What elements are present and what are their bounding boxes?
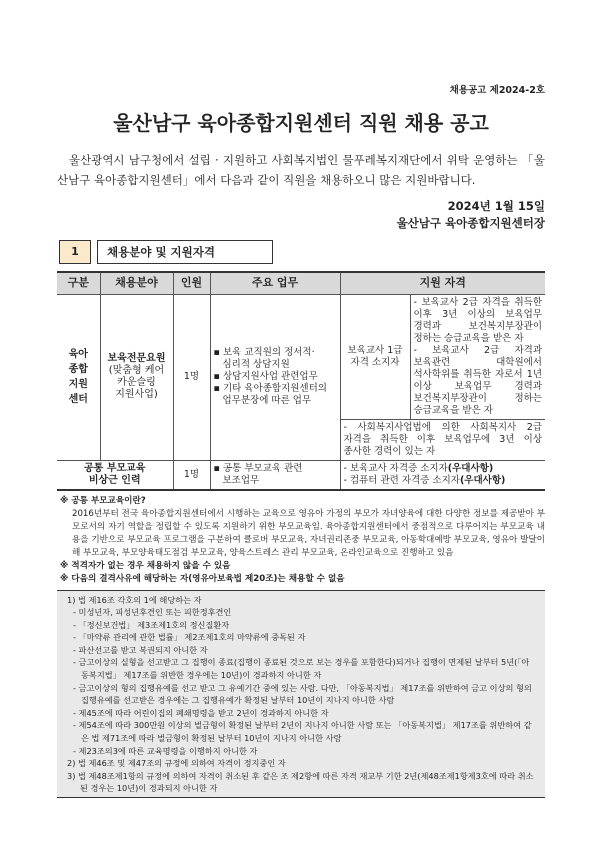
disqual-sub-item: - 제54조에 따라 300만원 이상의 벌금형이 확정된 날부터 2년이 지나지 아니한 사람 또는 「아동복지법」 제17조를 위반하여 같은 법 제71조에 따라 벌금형이 확정된 날부터 10년이 지나지 아니한 사람 bbox=[73, 720, 532, 744]
note: ※ 적격자가 없는 경우 채용하지 않을 수 있음 bbox=[60, 560, 231, 571]
disqual-sub-item: - 제23조의3에 따른 교육명령을 이행하지 아니한 자 bbox=[73, 745, 258, 756]
intro-paragraph: 울산광역시 남구청에서 설립 · 지원하고 사회복지법인 물푸레복지재단에서 위탁 운영하는 「울산남구 육아종합지원센터」에서 다음과 같이 직원을 채용하오니 많은 지원바랍니다. bbox=[57, 153, 545, 187]
qual-label-cell: 보육교사 1급 자격 소지자 bbox=[340, 294, 410, 419]
notice-date: 2024년 1월 15일 bbox=[447, 199, 545, 213]
note-body: 2016년부터 전국 육아종합지원센터에서 시행하는 교육으로 영유아 가정의 부모가 자녀양육에 대한 다양한 정보를 제공받아 부모로서의 자기 역할을 정립할 수 있도록 지원하기 위한 부모교육임. 육아종합지원센터에서 중점적으로 다루어지는 부모교육 내용을 기반으로 부모교육 프로그램을 구분하여 클로버 부모교육, 자녀권리존중 부모교육, 아동학대예방 부모교육, 영유아 발달이해 부모교육, 부모양육태도점검 부모교육, 양육스트레스 관리 부모교육, 온라인교육으로 진행하고 있음 bbox=[72, 508, 545, 558]
table-row bbox=[57, 294, 545, 419]
note-title: ※ 공통 부모교육이란? bbox=[60, 495, 146, 506]
count-cell: 1명 bbox=[173, 460, 210, 490]
disqual-sub-item: - 「마약류 관리에 관한 법률」 제2조제1호의 마약류에 중독된 자 bbox=[73, 632, 306, 643]
field-cell: 공통 부모교육 비상근 인력 bbox=[57, 460, 173, 490]
duties-cell bbox=[210, 460, 340, 490]
header-category: 구분 bbox=[57, 272, 100, 294]
note: ※ 다음의 결격사유에 해당하는 자(영유아보육법 제20조)는 채용할 수 없음 bbox=[60, 573, 345, 584]
header-duties: 주요 업무 bbox=[210, 272, 340, 294]
page-title: 울산남구 육아종합지원센터 직원 채용 공고 bbox=[113, 111, 489, 135]
qual-item: - 보육교사 2급 자격을 취득한 이후 3년 이상의 보육업무 경력과 보건복지부장관이 정하는 승급교육을 받은 자 bbox=[413, 296, 542, 344]
table-header-row bbox=[57, 272, 545, 294]
table-row bbox=[57, 460, 545, 490]
disqualification-box bbox=[57, 590, 545, 799]
field-name: 보육전문요원 bbox=[107, 353, 166, 364]
notes bbox=[57, 495, 545, 586]
disqual-sub-item: - 금고이상의 형의 집행유예를 선고 받고 그 유예기간 중에 있는 사람. 다만, 「아동복지법」 제17조를 위반하여 금고 이상의 형의 집행유예를 선고받은 경우에는 그 집행유예가 확정된 날부터 10년이 지나지 아니한 사람 bbox=[73, 682, 532, 706]
disqual-item: 1) 법 제16조 각호의 1에 해당하는 자 bbox=[67, 594, 202, 605]
document-column bbox=[57, 84, 545, 818]
qual-cell bbox=[340, 460, 545, 490]
signer: 울산남구 육아종합지원센터장 bbox=[396, 216, 545, 230]
recruitment-table bbox=[57, 271, 545, 491]
duty-item: ▪ 기타 육아종합지원센터의 업무분장에 따른 업무 bbox=[213, 383, 327, 406]
disqual-sub-item: - 제45조에 따라 어린이집의 폐쇄명령을 받고 2년이 경과하지 아니한 자 bbox=[73, 707, 329, 718]
duty-item: ▪ 공통 부모교육 관련 보조업무 bbox=[213, 462, 303, 486]
duties-cell bbox=[210, 294, 340, 460]
qual-item: - 컴퓨터 관련 자격증 소지자(우대사항) bbox=[343, 474, 506, 486]
notice-number: 채용공고 제2024-2호 bbox=[449, 85, 545, 96]
qual-item: - 보육교사 자격증 소지자(우대사항) bbox=[343, 462, 494, 474]
disqual-item: 3) 법 제48조제1항의 규정에 의하여 자격이 취소된 후 같은 조 제2항에 따른 자격 재교부 기한 2년(제48조제1항제3호에 따라 취소된 경우는 10년)이 경과되지 아니한 자 bbox=[67, 770, 534, 794]
category-cell: 육아 종합 지원 센터 bbox=[57, 294, 100, 460]
disqual-sub-list bbox=[67, 606, 537, 757]
duty-item: ▪ 상담지원사업 관련업무 bbox=[213, 371, 318, 382]
disqual-sub-item: - 금고이상의 실형을 선고받고 그 집행이 종료(집행이 종료된 것으로 보는 경우를 포함한다)되거나 집행이 면제된 날부터 5년(「아동복지법」 제17조를 위반한 경우에는 10년)이 경과하지 아니한 자 bbox=[73, 657, 530, 681]
header-qualifications: 지원 자격 bbox=[340, 272, 545, 294]
qual-item: - 보육교사 2급 자격과 보육관련 대학원에서 석사학위를 취득한 자로서 1년 이상 보육업무 경력과 보건복지부장관이 정하는 승급교육을 받은 자 bbox=[413, 344, 542, 416]
duty-item: ▪ 보육 교직원의 정서적·심리적 상담지원 bbox=[213, 347, 315, 370]
qual-extra-cell: - 사회복지사업법에 의한 사회복지사 2급 자격을 취득한 이후 보육업무에 3년 이상 종사한 경력이 있는 자 bbox=[340, 419, 545, 460]
disqual-sub-item: - 「정신보건법」 제3조제1호의 정신질환자 bbox=[73, 619, 230, 630]
field-cell bbox=[100, 294, 173, 460]
header-field: 채용분야 bbox=[100, 272, 173, 294]
qual-items-cell bbox=[410, 294, 545, 419]
disqual-sub-item: - 미성년자, 피성년후견인 또는 피한정후견인 bbox=[73, 607, 232, 618]
header-count: 인원 bbox=[173, 272, 210, 294]
section-title: 채용분야 및 지원자격 bbox=[97, 240, 273, 264]
section-heading bbox=[59, 240, 545, 264]
disqual-sub-item: - 파산선고를 받고 복권되지 아니한 자 bbox=[73, 644, 208, 655]
section-number: 1 bbox=[59, 240, 91, 264]
count-cell: 1명 bbox=[173, 294, 210, 460]
disqual-item: 2) 법 제46조 및 제47조의 규정에 의하여 자격이 정지중인 자 bbox=[67, 758, 286, 769]
field-sub: (맞춤형 케어 카운슬링 지원사업) bbox=[108, 365, 165, 400]
